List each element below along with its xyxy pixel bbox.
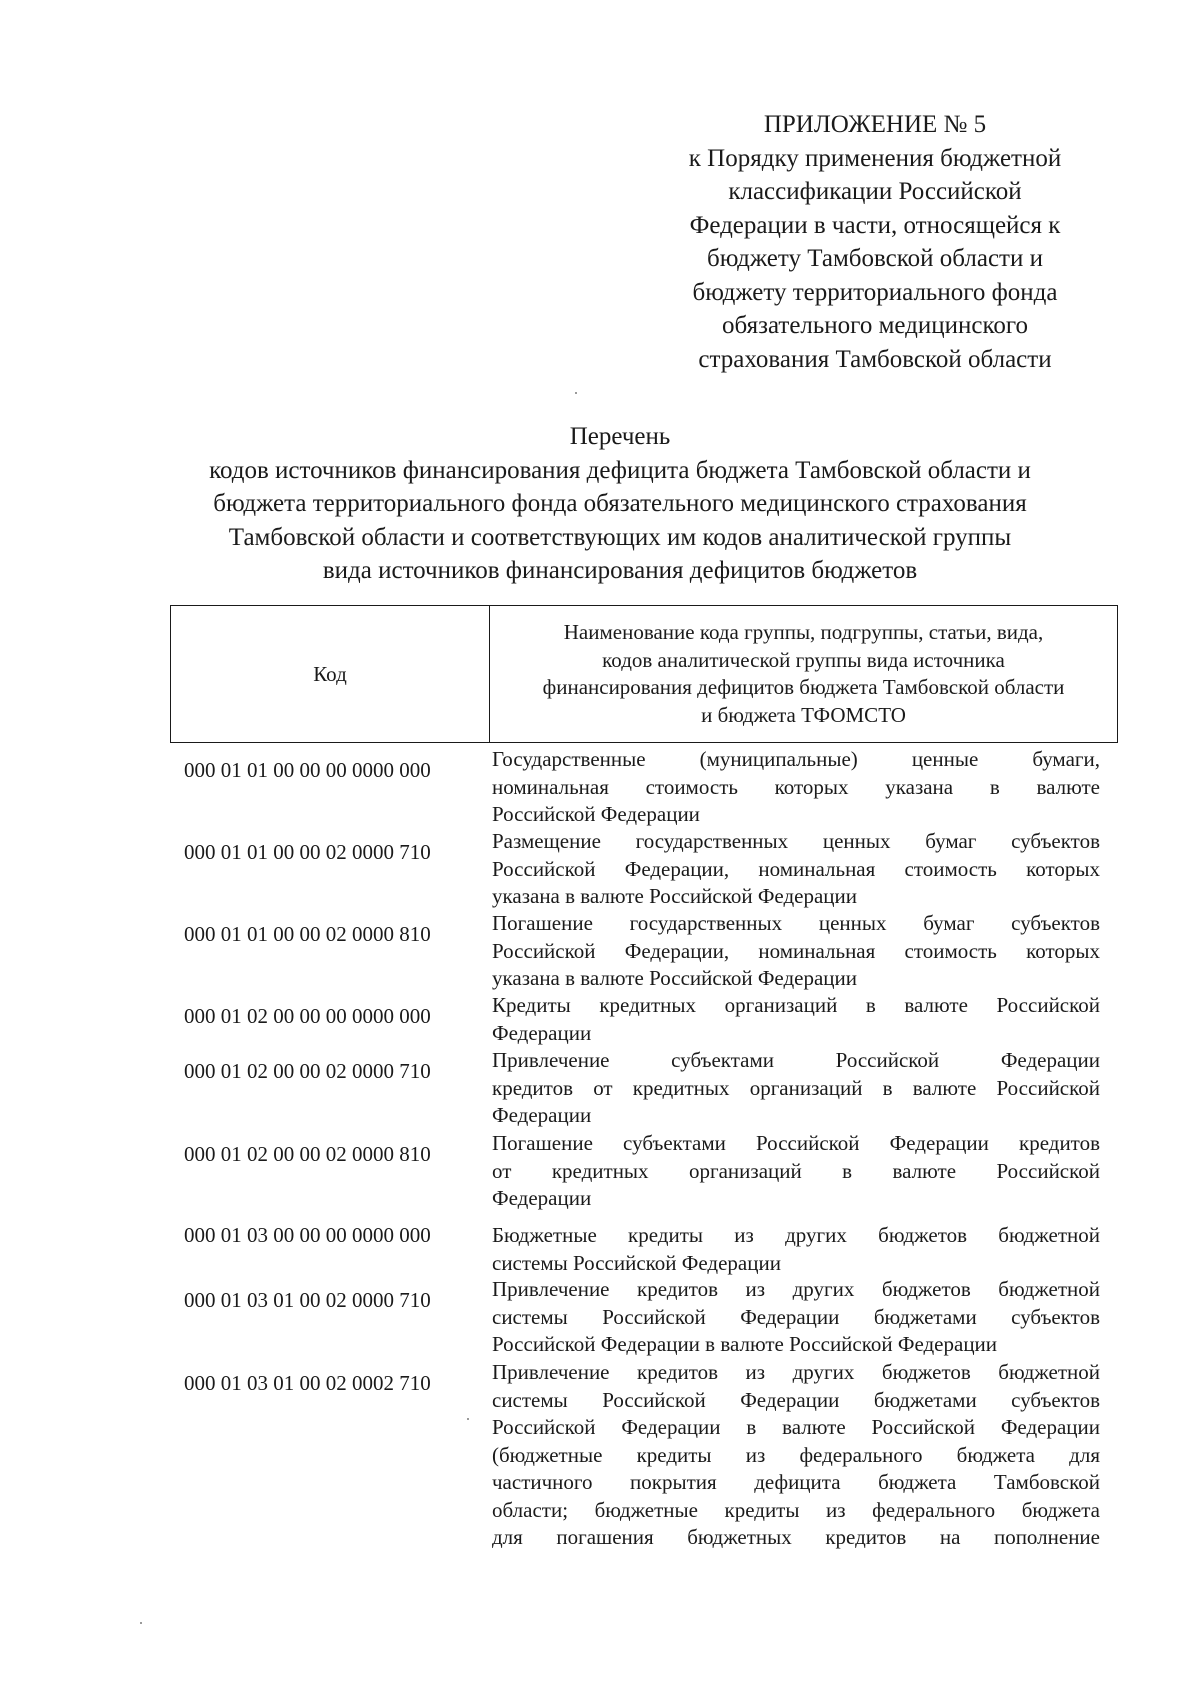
header-name-line: кодов аналитической группы вида источника [602,647,1005,672]
row-name-line: системы Российской Федерации бюджетами субъектов [492,1387,1100,1412]
appendix-line: Федерации в части, относящейся к [689,211,1061,239]
table-row [170,1359,1118,1552]
row-name-line: Бюджетные кредиты из других бюджетов бюджетной [492,1223,1100,1247]
row-code: 000 01 03 01 00 02 0002 710 [184,1371,431,1395]
scan-speck [575,392,577,394]
header-code: Код [171,606,490,742]
row-name [492,746,1100,829]
row-name-line: Привлечение кредитов из других бюджетов бюджетной [492,1360,1100,1384]
table-row [170,992,1118,1047]
row-name-line: Размещение государственных ценных бумаг субъектов [492,829,1100,853]
row-name [492,828,1100,911]
document-title [130,420,1110,588]
header-name-line: и бюджета ТФОМСТО [701,702,906,727]
row-code: 000 01 02 00 00 02 0000 710 [184,1059,431,1083]
table-row [170,746,1118,829]
row-code: 000 01 02 00 00 02 0000 810 [184,1142,431,1166]
table-header [170,605,1118,743]
row-code: 000 01 03 00 00 00 0000 000 [184,1223,431,1247]
row-name [492,910,1100,993]
row-name-line: для погашения бюджетных кредитов на пополнение [492,1525,1100,1549]
row-name [492,1222,1100,1277]
title-line: кодов источников финансирования дефицита бюджета Тамбовской области и [209,456,1031,484]
header-name [490,606,1117,742]
scan-speck [140,1622,142,1624]
row-name-line: Погашение государственных ценных бумаг субъектов [492,911,1100,935]
row-name-line: указана в валюте Российской Федерации [492,884,857,908]
row-name-line: системы Российской Федерации бюджетами субъектов [492,1304,1100,1329]
title-heading: Перечень [569,423,671,450]
appendix-line: страхования Тамбовской области [698,345,1052,373]
row-name-line: частичного покрытия дефицита бюджета Тамбовской [492,1470,1100,1494]
row-name-line: системы Российской Федерации [492,1250,781,1275]
row-name-line: области; бюджетные кредиты из федерального бюджета [492,1497,1100,1522]
row-name-line: Российской Федерации, номинальная стоимость которых [492,938,1100,963]
row-name-line: Федерации [492,1103,592,1127]
header-name-line: Наименование кода группы, подгруппы, статьи, вида, [563,620,1044,644]
table-row [170,1276,1118,1359]
title-line: вида источников финансирования дефицитов бюджетов [322,557,918,584]
appendix-line: бюджету Тамбовской области и [707,245,1043,272]
title-line: Тамбовской области и соответствующих им кодов аналитической группы [228,523,1012,551]
appendix-header [640,108,1110,376]
row-code: 000 01 01 00 00 02 0000 810 [184,922,431,946]
row-name-line: от кредитных организаций в валюте Российской [492,1158,1100,1183]
scan-speck [467,1418,469,1420]
row-name [492,992,1100,1047]
row-name-line: Погашение субъектами Российской Федерации кредитов [492,1131,1100,1155]
row-name-line: Российской Федерации в валюте Российской Федерации [492,1332,998,1356]
appendix-line: обязательного медицинского [721,312,1028,339]
row-code: 000 01 03 01 00 02 0000 710 [184,1288,431,1312]
row-name-line: кредитов от кредитных организаций в валюте Российской [492,1075,1100,1100]
row-name-line: номинальная стоимость которых указана в валюте [492,774,1100,799]
row-code: 000 01 01 00 00 00 0000 000 [184,758,431,782]
row-name-line: Кредиты кредитных организаций в валюте Российской [492,993,1100,1017]
table-row [170,828,1118,911]
row-name-line: Российской Федерации в валюте Российской Федерации [492,1415,1100,1439]
appendix-line: бюджету территориального фонда [692,278,1058,306]
row-name-line: Привлечение субъектами Российской Федерации [492,1048,1100,1072]
row-name-line: указана в валюте Российской Федерации [492,966,857,990]
row-name-line: Привлечение кредитов из других бюджетов бюджетной [492,1277,1100,1301]
table-row [170,1222,1118,1277]
row-code: 000 01 01 00 00 02 0000 710 [184,840,431,864]
row-name-line: Российской Федерации [492,802,700,826]
table-row [170,1047,1118,1130]
row-code: 000 01 02 00 00 00 0000 000 [184,1004,431,1028]
table-row [170,1130,1118,1213]
row-name-line: Российской Федерации, номинальная стоимость которых [492,856,1100,881]
row-name [492,1359,1100,1552]
row-name-line: Федерации [492,1020,592,1045]
row-name-line: Государственные (муниципальные) ценные бумаги, [492,747,1100,771]
appendix-title: ПРИЛОЖЕНИЕ № 5 [763,111,987,138]
row-name [492,1130,1100,1213]
row-name [492,1047,1100,1130]
appendix-line: к Порядку применения бюджетной [688,144,1062,172]
title-line: бюджета территориального фонда обязательного медицинского страхования [213,490,1027,517]
appendix-line: классификации Российской [728,178,1022,205]
header-name-line: финансирования дефицитов бюджета Тамбовской области [542,675,1065,699]
row-name-line: (бюджетные кредиты из федерального бюджета для [492,1442,1100,1467]
row-name-line: Федерации [492,1186,592,1210]
row-name [492,1276,1100,1359]
table-row [170,910,1118,993]
